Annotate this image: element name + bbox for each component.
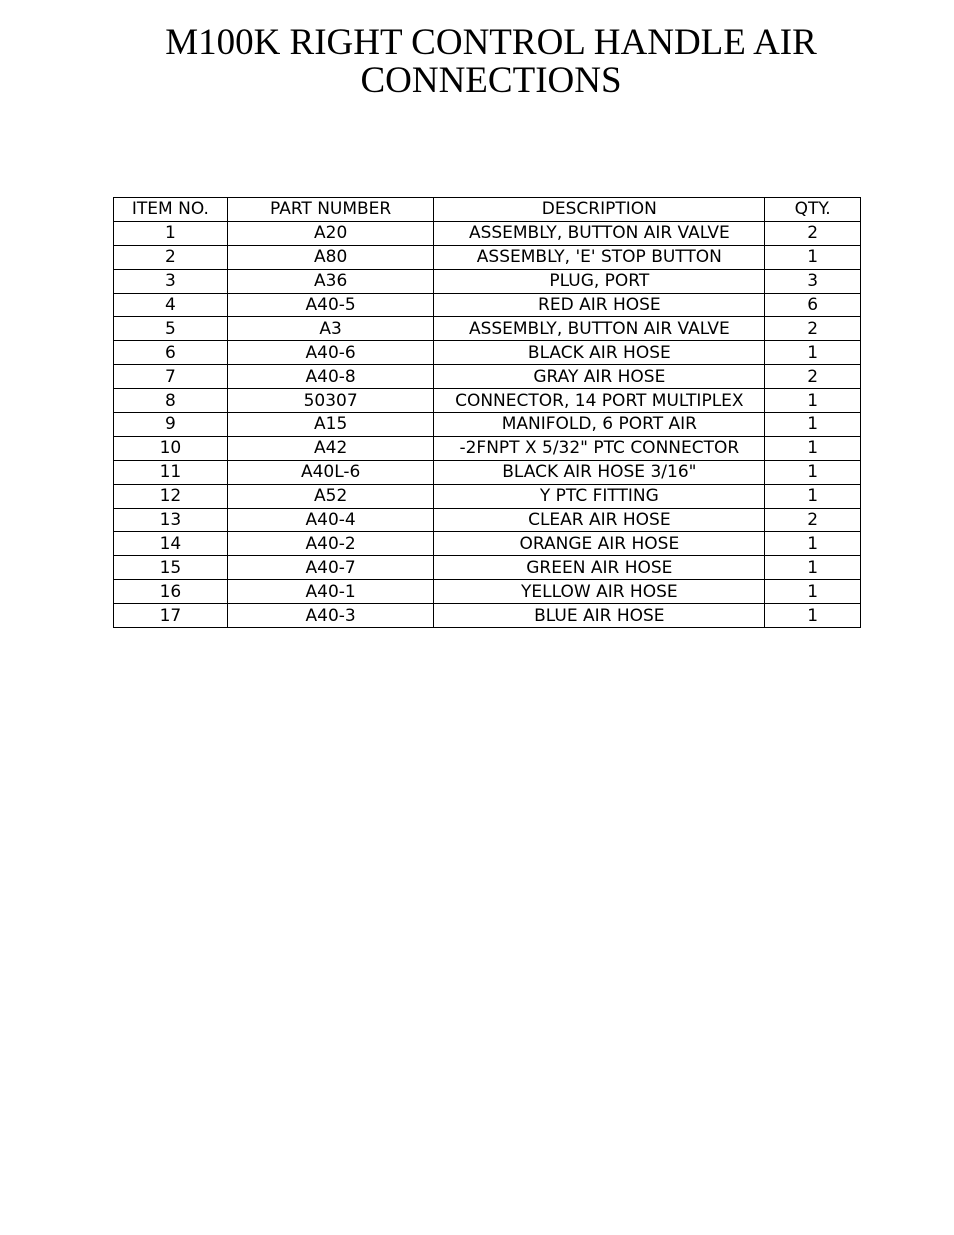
cell-description: ORANGE AIR HOSE [434, 532, 765, 556]
cell-qty: 2 [765, 317, 861, 341]
header-description: DESCRIPTION [434, 198, 765, 222]
cell-description: BLUE AIR HOSE [434, 604, 765, 628]
cell-qty: 1 [765, 556, 861, 580]
cell-description: -2FNPT X 5/32" PTC CONNECTOR [434, 436, 765, 460]
cell-qty: 2 [765, 221, 861, 245]
bill-of-materials-table [113, 197, 861, 628]
cell-part-number: A42 [227, 436, 434, 460]
table-row [114, 245, 861, 269]
cell-qty: 1 [765, 389, 861, 413]
cell-qty: 2 [765, 508, 861, 532]
cell-part-number: A40-7 [227, 556, 434, 580]
table-row [114, 269, 861, 293]
cell-item-no: 17 [114, 604, 228, 628]
cell-description: MANIFOLD, 6 PORT AIR [434, 413, 765, 437]
table-header-row [114, 198, 861, 222]
cell-part-number: A20 [227, 221, 434, 245]
cell-item-no: 2 [114, 245, 228, 269]
table-row [114, 604, 861, 628]
cell-part-number: A15 [227, 413, 434, 437]
table-row [114, 413, 861, 437]
table-row [114, 341, 861, 365]
cell-part-number: A40-1 [227, 580, 434, 604]
page-title-line-1: M100K RIGHT CONTROL HANDLE AIR [165, 22, 817, 63]
cell-item-no: 8 [114, 389, 228, 413]
cell-item-no: 15 [114, 556, 228, 580]
cell-part-number: A40-4 [227, 508, 434, 532]
cell-part-number: A80 [227, 245, 434, 269]
cell-item-no: 16 [114, 580, 228, 604]
table-row [114, 460, 861, 484]
table-row [114, 221, 861, 245]
table-row [114, 532, 861, 556]
cell-description: ASSEMBLY, BUTTON AIR VALVE [434, 221, 765, 245]
table-row [114, 508, 861, 532]
cell-description: ASSEMBLY, 'E' STOP BUTTON [434, 245, 765, 269]
cell-description: ASSEMBLY, BUTTON AIR VALVE [434, 317, 765, 341]
header-item-no: ITEM NO. [114, 198, 228, 222]
cell-description: RED AIR HOSE [434, 293, 765, 317]
cell-part-number: 50307 [227, 389, 434, 413]
cell-description: BLACK AIR HOSE 3/16" [434, 460, 765, 484]
cell-qty: 1 [765, 484, 861, 508]
table-row [114, 317, 861, 341]
cell-qty: 1 [765, 436, 861, 460]
cell-qty: 6 [765, 293, 861, 317]
cell-item-no: 12 [114, 484, 228, 508]
cell-description: GRAY AIR HOSE [434, 365, 765, 389]
cell-qty: 1 [765, 604, 861, 628]
cell-qty: 1 [765, 245, 861, 269]
cell-qty: 1 [765, 460, 861, 484]
cell-description: CONNECTOR, 14 PORT MULTIPLEX [434, 389, 765, 413]
cell-qty: 1 [765, 532, 861, 556]
table-row [114, 293, 861, 317]
cell-item-no: 3 [114, 269, 228, 293]
cell-item-no: 7 [114, 365, 228, 389]
table-row [114, 580, 861, 604]
page-title-line-2: CONNECTIONS [360, 60, 622, 101]
table-row [114, 389, 861, 413]
cell-part-number: A40L-6 [227, 460, 434, 484]
cell-part-number: A52 [227, 484, 434, 508]
cell-part-number: A40-8 [227, 365, 434, 389]
cell-description: BLACK AIR HOSE [434, 341, 765, 365]
cell-part-number: A40-2 [227, 532, 434, 556]
cell-item-no: 10 [114, 436, 228, 460]
cell-item-no: 14 [114, 532, 228, 556]
table-row [114, 436, 861, 460]
cell-qty: 2 [765, 365, 861, 389]
header-qty: QTY. [765, 198, 861, 222]
cell-item-no: 1 [114, 221, 228, 245]
cell-description: GREEN AIR HOSE [434, 556, 765, 580]
table-row [114, 556, 861, 580]
cell-part-number: A40-5 [227, 293, 434, 317]
cell-description: YELLOW AIR HOSE [434, 580, 765, 604]
table-row [114, 484, 861, 508]
cell-description: Y PTC FITTING [434, 484, 765, 508]
cell-item-no: 11 [114, 460, 228, 484]
cell-qty: 1 [765, 341, 861, 365]
cell-qty: 3 [765, 269, 861, 293]
cell-description: PLUG, PORT [434, 269, 765, 293]
cell-item-no: 9 [114, 413, 228, 437]
header-part-number: PART NUMBER [227, 198, 434, 222]
cell-part-number: A3 [227, 317, 434, 341]
cell-item-no: 4 [114, 293, 228, 317]
cell-item-no: 5 [114, 317, 228, 341]
cell-qty: 1 [765, 580, 861, 604]
cell-part-number: A40-3 [227, 604, 434, 628]
cell-description: CLEAR AIR HOSE [434, 508, 765, 532]
cell-item-no: 13 [114, 508, 228, 532]
page-title [0, 24, 954, 100]
cell-part-number: A40-6 [227, 341, 434, 365]
table-row [114, 365, 861, 389]
cell-part-number: A36 [227, 269, 434, 293]
table-body [114, 221, 861, 627]
cell-item-no: 6 [114, 341, 228, 365]
cell-qty: 1 [765, 413, 861, 437]
